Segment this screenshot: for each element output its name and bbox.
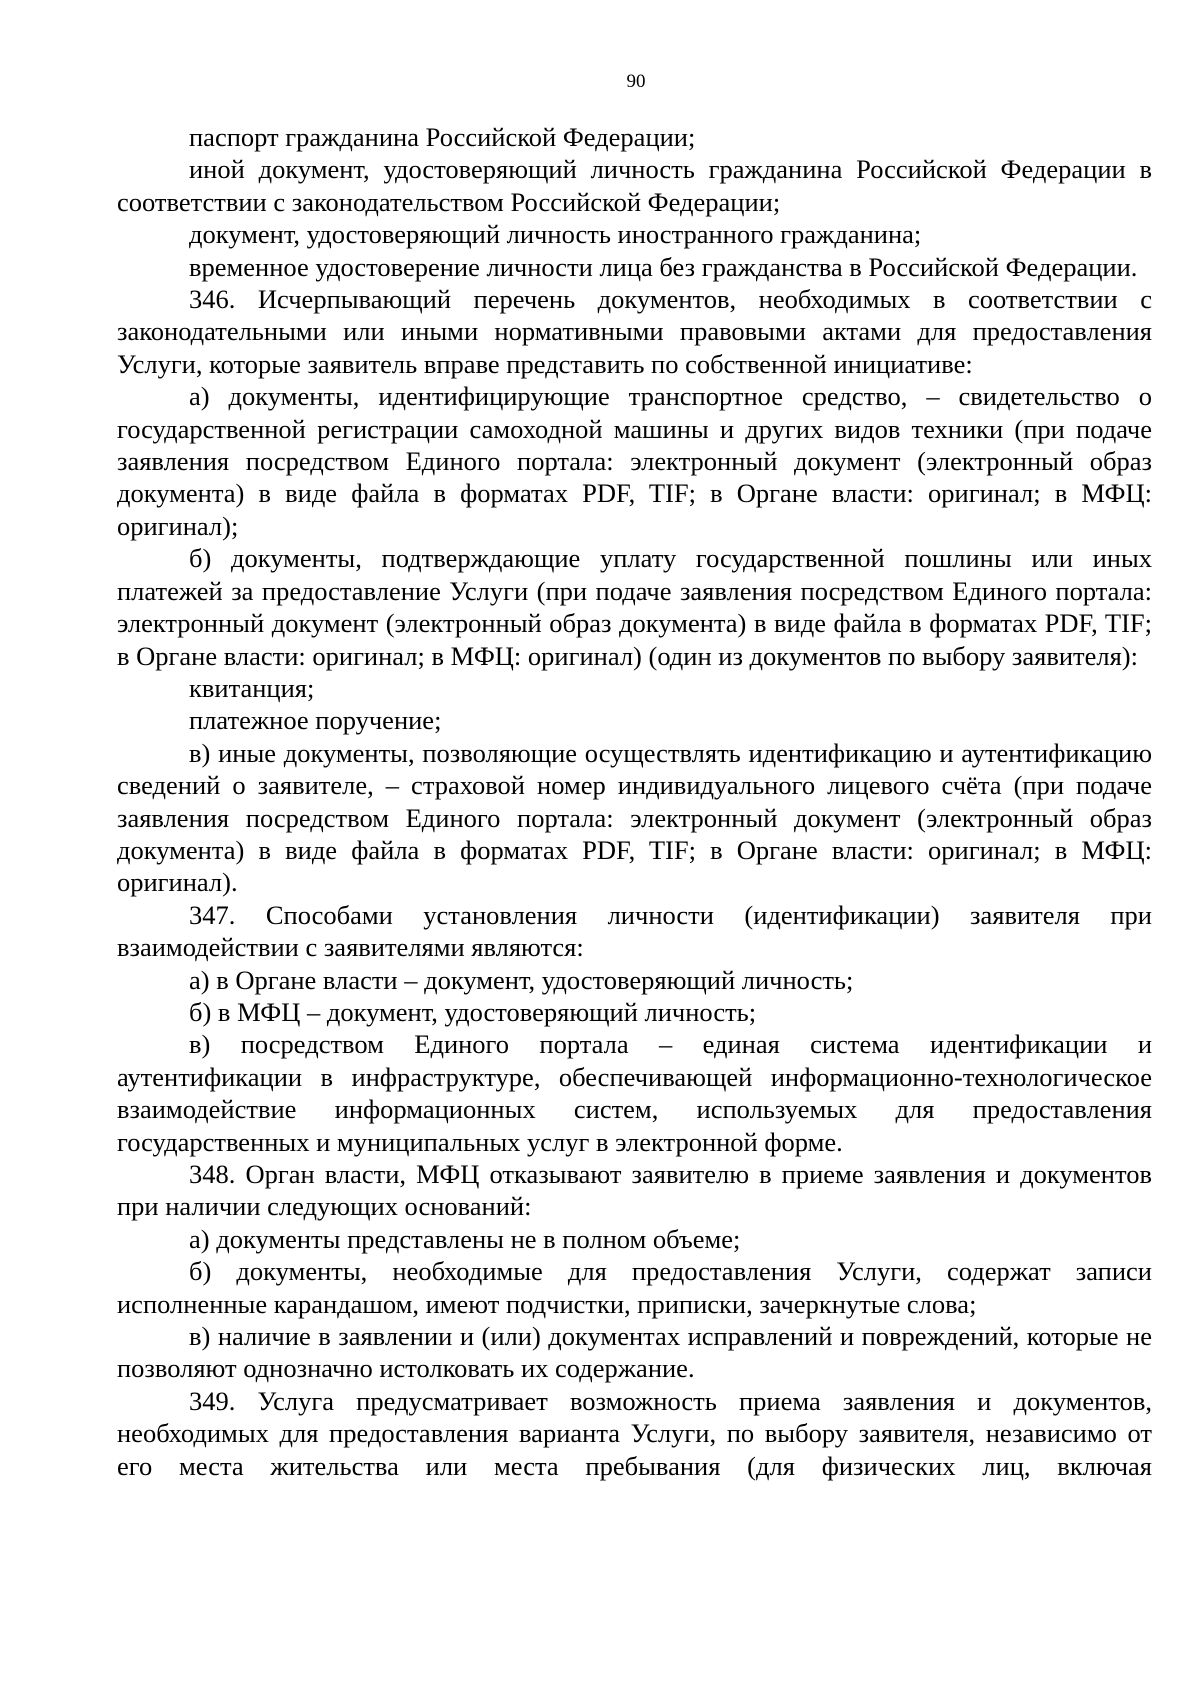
paragraph: а) документы, идентифицирующие транспортное средство, – свидетельство о государственной регистрации самоходной машины и других видов техники (при подаче заявления посредством Единого портала: электронный документ (электронный образ документа) в виде файла в форматах PDF, TIF; в Органе власти: оригинал; в МФЦ: оригинал); [117, 381, 1152, 541]
paragraph: 348. Орган власти, МФЦ отказывают заявителю в приеме заявления и документов при наличии следующих оснований: [117, 1159, 1152, 1222]
paragraph: временное удостоверение личности лица без гражданства в Российской Федерации. [189, 251, 1138, 282]
paragraph: паспорт гражданина Российской Федерации; [189, 122, 696, 152]
paragraph: документ, удостоверяющий личность иностранного гражданина; [189, 219, 922, 250]
paragraph: иной документ, удостоверяющий личность гражданина Российской Федерации в соответствии с законодательством Российской Федерации; [117, 154, 1152, 217]
paragraph: б) документы, необходимые для предоставления Услуги, содержат записи исполненные карандашом, имеют подчистки, приписки, зачеркнутые слова; [117, 1256, 1152, 1319]
paragraph: б) документы, подтверждающие уплату государственной пошлины или иных платежей за предоставление Услуги (при подаче заявления посредством Единого портала: электронный документ (электронный образ документа) в виде файла в форматах PDF, TIF; в Органе власти: оригинал; в МФЦ: оригинал) (один из документов по выбору заявителя): [117, 543, 1152, 671]
paragraph: 346. Исчерпывающий перечень документов, необходимых в соответствии с законодательными или иными нормативными правовыми актами для предоставления Услуги, которые заявитель вправе представить по собственной инициативе: [117, 284, 1152, 379]
paragraph: платежное поручение; [189, 705, 442, 736]
page-number: 90 [626, 71, 646, 92]
document-body [117, 121, 1152, 1482]
paragraph: а) документы представлены не в полном объеме; [189, 1223, 741, 1254]
paragraph: б) в МФЦ – документ, удостоверяющий личность; [189, 996, 757, 1027]
paragraph: 347. Способами установления личности (идентификации) заявителя при взаимодействии с заявителями являются: [117, 899, 1152, 963]
paragraph: в) наличие в заявлении и (или) документах исправлений и повреждений, которые не позволяют однозначно истолковать их содержание. [117, 1321, 1152, 1384]
paragraph: в) посредством Единого портала – единая система идентификации и аутентификации в инфраструктуре, обеспечивающей информационно-технологическое взаимодействие информационных систем, используемых для предоставления государственных и муниципальных услуг в электронной форме. [117, 1029, 1152, 1157]
paragraph: квитанция; [189, 672, 315, 703]
paragraph: 349. Услуга предусматривает возможность приема заявления и документов, необходимых для предоставления варианта Услуги, по выбору заявителя, независимо от его места жительства или места пребывания (для физических лиц, включая [117, 1385, 1152, 1481]
paragraph: в) иные документы, позволяющие осуществлять идентификацию и аутентификацию сведений о заявителе, – страховой номер индивидуального лицевого счёта (при подаче заявления посредством Единого портала: электронный документ (электронный образ документа) в виде файла в форматах PDF, TIF; в Органе власти: оригинал; в МФЦ: оригинал). [117, 737, 1152, 898]
paragraph: а) в Органе власти – документ, удостоверяющий личность; [189, 964, 854, 995]
